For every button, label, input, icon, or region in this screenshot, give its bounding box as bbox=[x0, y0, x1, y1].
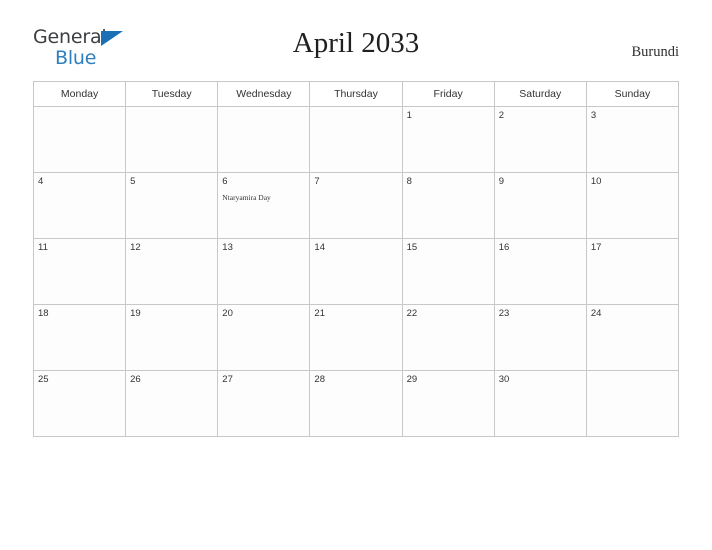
day-number: 1 bbox=[406, 110, 412, 121]
day-number: 23 bbox=[498, 308, 510, 319]
calendar-week-row bbox=[34, 107, 679, 173]
calendar-day-cell[interactable] bbox=[586, 239, 678, 305]
calendar-day-cell[interactable] bbox=[586, 371, 678, 437]
calendar-day-cell[interactable] bbox=[494, 107, 586, 173]
day-number: 10 bbox=[590, 176, 602, 187]
calendar-day-cell[interactable] bbox=[218, 173, 310, 239]
day-number: 24 bbox=[590, 308, 602, 319]
weekday-header-friday: Friday bbox=[402, 82, 494, 107]
day-number: 7 bbox=[314, 176, 320, 187]
day-number: 18 bbox=[38, 308, 49, 319]
calendar-day-cell[interactable] bbox=[586, 173, 678, 239]
day-number: 13 bbox=[222, 242, 233, 253]
day-number: 5 bbox=[130, 176, 136, 187]
calendar-day-cell[interactable] bbox=[310, 107, 402, 173]
calendar-day-cell[interactable] bbox=[126, 107, 218, 173]
calendar-day-cell[interactable] bbox=[218, 107, 310, 173]
calendar-day-cell[interactable] bbox=[310, 173, 402, 239]
day-number: 30 bbox=[498, 374, 510, 385]
calendar-day-cell[interactable] bbox=[218, 371, 310, 437]
day-number: 14 bbox=[314, 242, 325, 253]
day-number: 29 bbox=[406, 374, 418, 385]
calendar-week-row bbox=[34, 371, 679, 437]
calendar-week-row bbox=[34, 239, 679, 305]
calendar-day-cell[interactable] bbox=[402, 173, 494, 239]
day-number: 25 bbox=[38, 374, 49, 385]
calendar-day-cell[interactable] bbox=[126, 371, 218, 437]
calendar-day-cell[interactable] bbox=[34, 305, 126, 371]
calendar-day-cell[interactable] bbox=[34, 107, 126, 173]
weekday-header-thursday: Thursday bbox=[310, 82, 402, 107]
calendar-day-cell[interactable] bbox=[310, 305, 402, 371]
day-number: 11 bbox=[38, 242, 48, 253]
day-number: 2 bbox=[498, 110, 504, 121]
calendar-day-cell[interactable] bbox=[218, 305, 310, 371]
calendar-day-cell[interactable] bbox=[126, 239, 218, 305]
day-number: 3 bbox=[590, 110, 597, 121]
calendar-day-cell[interactable] bbox=[310, 239, 402, 305]
day-number: 16 bbox=[498, 242, 510, 253]
weekday-header-tuesday: Tuesday bbox=[126, 82, 218, 107]
weekday-header-row bbox=[34, 82, 679, 107]
day-number: 26 bbox=[130, 374, 141, 385]
day-number: 27 bbox=[222, 374, 233, 385]
country-label: Burundi bbox=[631, 44, 679, 60]
calendar-day-cell[interactable] bbox=[586, 305, 678, 371]
calendar-day-cell[interactable] bbox=[586, 107, 678, 173]
calendar-day-cell[interactable] bbox=[310, 371, 402, 437]
weekday-header-monday: Monday bbox=[34, 82, 126, 107]
logo-text-blue: Blue bbox=[55, 47, 97, 69]
calendar-week-row bbox=[34, 173, 679, 239]
day-number: 8 bbox=[406, 176, 412, 187]
calendar-day-cell[interactable] bbox=[218, 239, 310, 305]
day-event: Ntaryamira Day bbox=[222, 193, 271, 202]
day-number: 19 bbox=[130, 308, 141, 319]
weekday-header-sunday: Sunday bbox=[586, 82, 678, 107]
calendar-day-cell[interactable] bbox=[402, 239, 494, 305]
day-number: 28 bbox=[314, 374, 325, 385]
calendar-day-cell[interactable] bbox=[34, 173, 126, 239]
day-number: 15 bbox=[406, 242, 418, 253]
calendar-day-cell[interactable] bbox=[402, 107, 494, 173]
calendar-day-cell[interactable] bbox=[402, 305, 494, 371]
day-number: 6 bbox=[222, 176, 228, 187]
day-number: 22 bbox=[406, 308, 418, 319]
weekday-header-wednesday: Wednesday bbox=[218, 82, 310, 107]
calendar-day-cell[interactable] bbox=[126, 305, 218, 371]
day-number: 20 bbox=[222, 308, 233, 319]
month-calendar bbox=[33, 81, 679, 437]
calendar-day-cell[interactable] bbox=[126, 173, 218, 239]
weekday-header-saturday: Saturday bbox=[494, 82, 586, 107]
day-number: 9 bbox=[498, 176, 504, 187]
day-number: 17 bbox=[590, 242, 602, 253]
calendar-day-cell[interactable] bbox=[494, 371, 586, 437]
logo-text-general: General bbox=[33, 26, 107, 48]
calendar-day-cell[interactable] bbox=[494, 173, 586, 239]
day-number: 4 bbox=[38, 176, 44, 187]
day-number: 21 bbox=[314, 308, 325, 319]
calendar-day-cell[interactable] bbox=[402, 371, 494, 437]
calendar-day-cell[interactable] bbox=[34, 239, 126, 305]
calendar-day-cell[interactable] bbox=[34, 371, 126, 437]
page-header bbox=[0, 0, 712, 69]
page-title: April 2033 bbox=[292, 27, 420, 59]
day-number: 12 bbox=[130, 242, 141, 253]
calendar-day-cell[interactable] bbox=[494, 239, 586, 305]
calendar-week-row bbox=[34, 305, 679, 371]
calendar-day-cell[interactable] bbox=[494, 305, 586, 371]
